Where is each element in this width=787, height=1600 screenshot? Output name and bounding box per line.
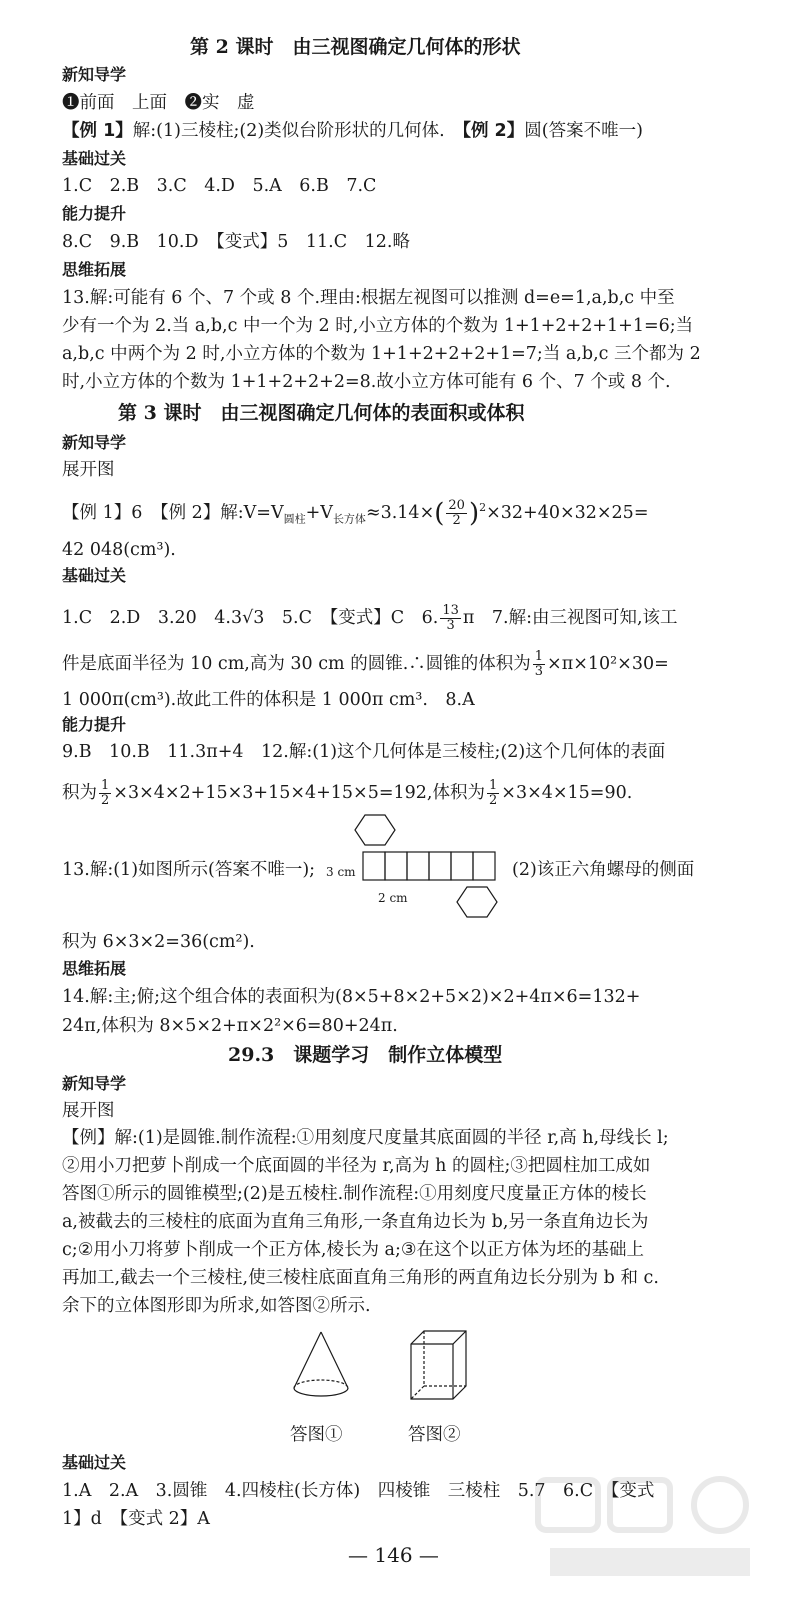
solution-line: (2)该正六角螺母的侧面 bbox=[512, 860, 695, 880]
formula-text: ≈3.14× bbox=[365, 502, 435, 523]
solution-line: 24π,体积为 8×5×2+π×2²×6=80+24π. bbox=[62, 1016, 398, 1036]
example-line bbox=[62, 496, 648, 531]
solution-line: 再加工,截去一个三棱柱,使三棱柱底面直角三角形的两直角边长分别为 b 和 c. bbox=[62, 1268, 659, 1288]
formula-text: +V bbox=[305, 502, 333, 523]
page-number: — 146 — bbox=[348, 1543, 439, 1567]
net-face bbox=[429, 852, 451, 880]
solution-line: 9.B 10.B 11.3π+4 12.解:(1)这个几何体是三棱柱;(2)这个几何体的表面 bbox=[62, 742, 666, 762]
heading-new-knowledge: 新知导学 bbox=[62, 65, 127, 84]
numerator: 1 bbox=[101, 778, 110, 793]
example-label: 【例 1】 bbox=[62, 121, 133, 141]
solution-text: ×π×10²×30= bbox=[547, 654, 669, 674]
denominator: 3 bbox=[446, 618, 455, 633]
subscript: 长方体 bbox=[332, 512, 366, 526]
heading-new-knowledge: 新知导学 bbox=[62, 433, 127, 452]
answer-line: 1】d 【变式 2】A bbox=[62, 1509, 210, 1529]
solution-line: 积为 6×3×2=36(cm²). bbox=[62, 932, 255, 952]
cone-figure bbox=[290, 1330, 352, 1402]
heading-basic: 基础过关 bbox=[62, 1453, 127, 1472]
solution-line: 少有一个为 2.当 a,b,c 中一个为 2 时,小立方体的个数为 1+1+2+2+1+1=6;当 bbox=[62, 316, 694, 336]
fraction bbox=[446, 499, 467, 528]
heading-ability: 能力提升 bbox=[62, 204, 127, 223]
solution-line bbox=[62, 858, 315, 882]
solution-line bbox=[62, 650, 669, 679]
solution-text: ×3×4×2+15×3+15×4+15×5=192,体积为 bbox=[113, 783, 485, 803]
lesson-title-3: 第 3 课时 由三视图确定几何体的表面积或体积 bbox=[118, 402, 525, 424]
answer-line: 1.C 2.B 3.C 4.D 5.A 6.B 7.C bbox=[62, 176, 377, 196]
exponent: 2 bbox=[479, 501, 487, 514]
hexagonal-prism-net-figure bbox=[345, 814, 505, 924]
solution-line: 13.解:可能有 6 个、7 个或 8 个.理由:根据左视图可以推测 d=e=1,a,b,c 中至 bbox=[62, 288, 675, 308]
heading-thinking: 思维拓展 bbox=[62, 959, 127, 978]
example-line bbox=[62, 119, 643, 143]
paren-left: ( bbox=[434, 498, 445, 529]
solution-line: 1 000π(cm³).故此工件的体积是 1 000π cm³. 8.A bbox=[62, 690, 475, 710]
subscript: 圆柱 bbox=[283, 512, 306, 526]
answer-line: 42 048(cm³). bbox=[62, 540, 176, 560]
net-face bbox=[451, 852, 473, 880]
solution-line bbox=[62, 779, 632, 808]
numerator: 1 bbox=[489, 778, 498, 793]
answer-line: 1.A 2.A 3.圆锥 4.四棱柱(长方体) 四棱锥 三棱柱 5.7 6.C 【变式 bbox=[62, 1481, 655, 1501]
solution-line: 时,小立方体的个数为 1+1+2+2+2=8.故小立方体可能有 6 个、7 个或 8 个. bbox=[62, 372, 671, 392]
solution-line: c;②用小刀将萝卜削成一个正方体,棱长为 a;③在这个以正方体为坯的基础上 bbox=[62, 1240, 645, 1260]
answer-line: ❶前面 上面 ❷实 虚 bbox=[62, 93, 255, 113]
solution-text: 13.解:(1)如图所示(答案不唯一); bbox=[62, 860, 316, 880]
solution-text: 件是底面半径为 10 cm,高为 30 cm 的圆锥.∴圆锥的体积为 bbox=[62, 654, 531, 674]
example-text: 圆(答案不唯一) bbox=[524, 121, 643, 141]
net-face bbox=[363, 852, 385, 880]
dimension-label-width: 2 cm bbox=[378, 891, 408, 905]
solution-line: 答图①所示的圆锥模型;(2)是五棱柱.制作流程:①用刻度尺度量正方体的棱长 bbox=[62, 1184, 647, 1204]
dimension-label-height: 3 cm bbox=[326, 865, 356, 879]
numerator: 13 bbox=[442, 603, 459, 618]
denominator: 3 bbox=[534, 664, 544, 679]
answer-line: 展开图 bbox=[62, 1101, 115, 1121]
watermark-logo bbox=[530, 1470, 770, 1590]
cut-prism-figure bbox=[408, 1328, 472, 1404]
formula-text: 【例 1】6 【例 2】解:V=V bbox=[62, 502, 284, 523]
net-face bbox=[473, 852, 495, 880]
top-hexagon bbox=[355, 815, 395, 845]
net-face bbox=[385, 852, 407, 880]
heading-basic: 基础过关 bbox=[62, 149, 127, 168]
solution-line: 14.解:主;俯;这个组合体的表面积为(8×5+8×2+5×2)×2+4π×6=132+ bbox=[62, 987, 641, 1007]
lesson-title-29-3: 29.3 课题学习 制作立体模型 bbox=[228, 1044, 503, 1066]
heading-new-knowledge: 新知导学 bbox=[62, 1074, 127, 1093]
answer-line: 展开图 bbox=[62, 460, 115, 480]
formula-text: ×32+40×32×25= bbox=[486, 502, 649, 523]
net-face bbox=[407, 852, 429, 880]
answer-line: 8.C 9.B 10.D 【变式】5 11.C 12.略 bbox=[62, 232, 410, 252]
figure-caption-2: 答图② bbox=[408, 1425, 461, 1445]
bottom-hexagon bbox=[457, 887, 497, 917]
lesson-title-2: 第 2 课时 由三视图确定几何体的形状 bbox=[190, 36, 521, 58]
solution-line: ②用小刀把萝卜削成一个底面圆的半径为 r,高为 h 的圆柱;③把圆柱加工成如 bbox=[62, 1156, 651, 1176]
answer-line bbox=[62, 604, 678, 633]
heading-basic: 基础过关 bbox=[62, 566, 127, 585]
fraction bbox=[99, 779, 111, 808]
denominator: 2 bbox=[101, 793, 110, 808]
example-text: 解:(1)三棱柱;(2)类似台阶形状的几何体. bbox=[132, 121, 463, 141]
fraction bbox=[440, 604, 461, 633]
solution-text: 积为 bbox=[62, 783, 97, 803]
fraction bbox=[487, 779, 499, 808]
heading-ability: 能力提升 bbox=[62, 715, 127, 734]
answer-text: π 7.解:由三视图可知,该工 bbox=[462, 608, 678, 628]
solution-line: a,被截去的三棱柱的底面为直角三角形,一条直角边长为 b,另一条直角边长为 bbox=[62, 1212, 649, 1232]
numerator: 1 bbox=[534, 649, 544, 664]
heading-thinking: 思维拓展 bbox=[62, 260, 127, 279]
denominator: 2 bbox=[489, 793, 498, 808]
solution-text: ×3×4×15=90. bbox=[501, 783, 633, 803]
fraction bbox=[533, 650, 545, 679]
answer-text: 1.C 2.D 3.20 4.3√3 5.C 【变式】C 6. bbox=[62, 608, 439, 628]
denominator: 2 bbox=[452, 512, 461, 528]
numerator: 20 bbox=[448, 497, 465, 513]
solution-line: 余下的立体图形即为所求,如答图②所示. bbox=[62, 1296, 371, 1316]
paren-right: ) bbox=[468, 498, 480, 529]
figure-caption-1: 答图① bbox=[290, 1425, 343, 1445]
solution-line: a,b,c 中两个为 2 时,小立方体的个数为 1+1+2+2+2+1=7;当 a,b,c 三个都为 2 bbox=[62, 344, 701, 364]
example-label: 【例 2】 bbox=[462, 121, 525, 141]
solution-line: 【例】解:(1)是圆锥.制作流程:①用刻度尺度量其底面圆的半径 r,高 h,母线长 l; bbox=[62, 1128, 669, 1148]
